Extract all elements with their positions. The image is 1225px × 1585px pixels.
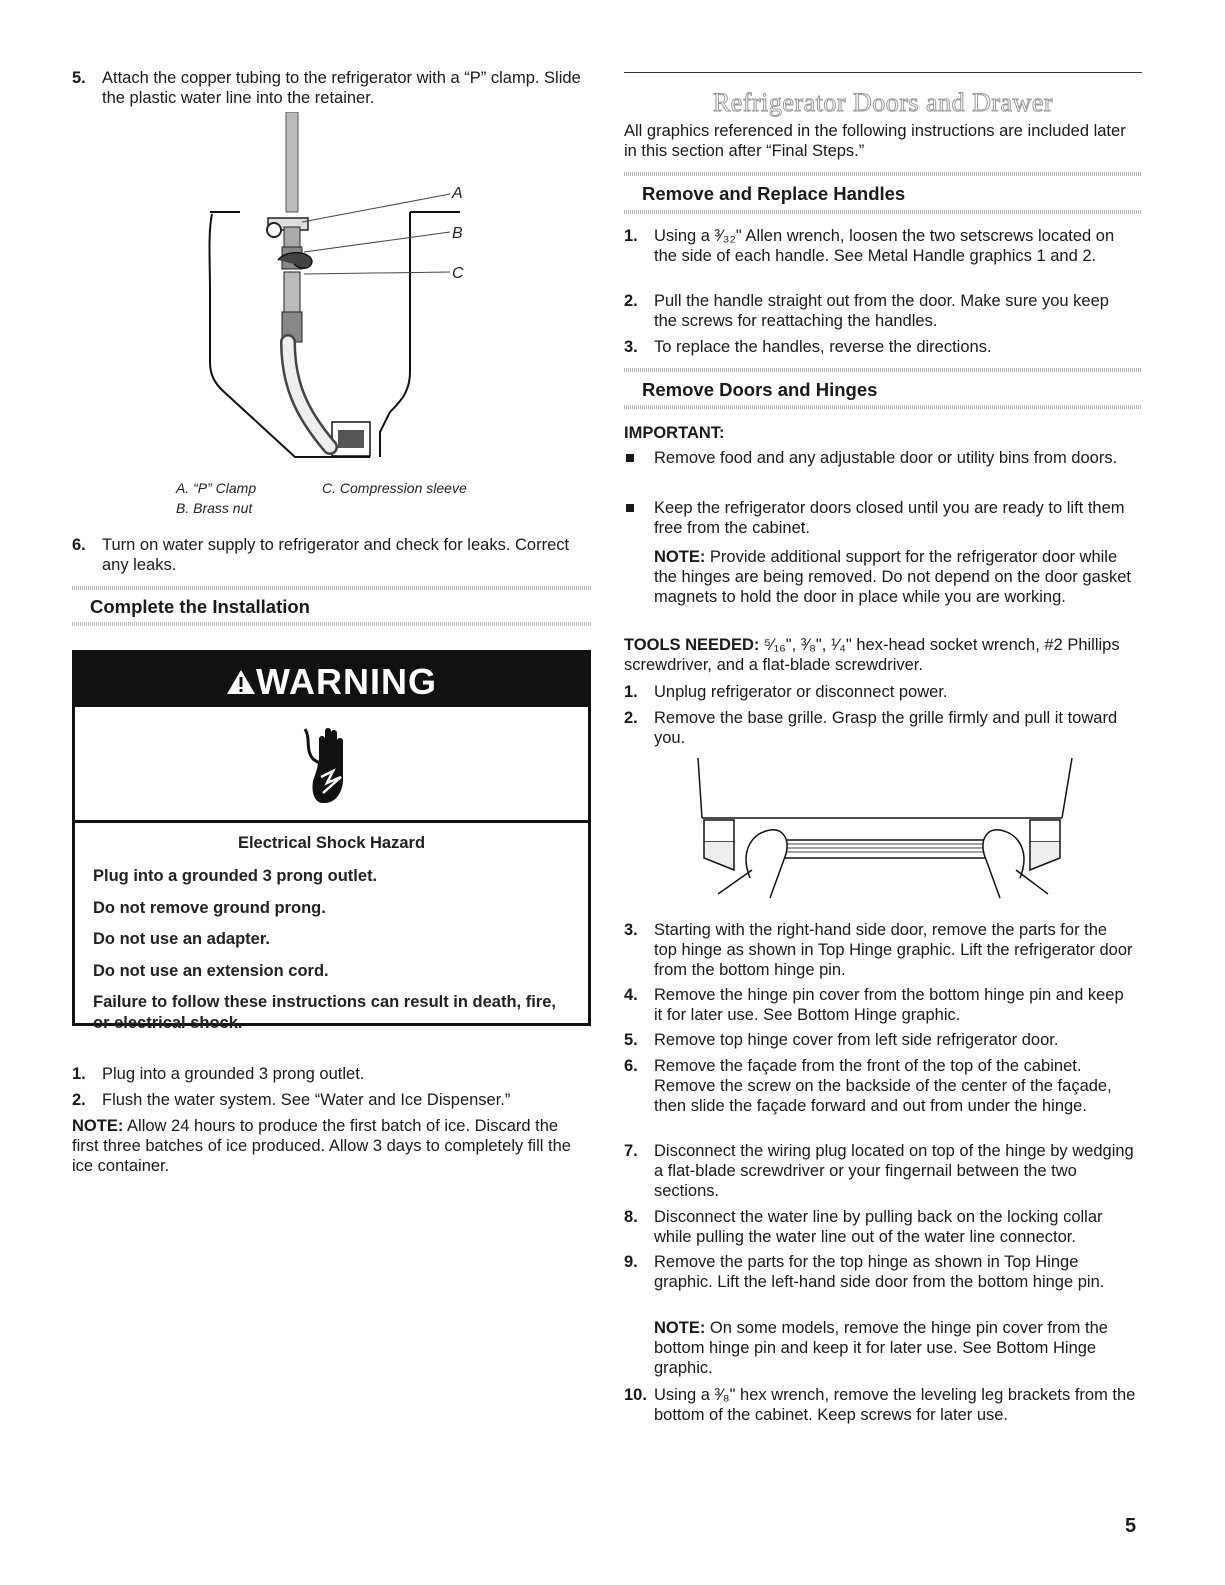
warning-line-2: Do not remove ground prong. [93, 899, 326, 917]
callout-c: C [452, 265, 464, 282]
install-step-2: 2. Flush the water system. See “Water and Ice Dispenser.” [72, 1091, 511, 1109]
handles-step-1: 1. Using a ³⁄₃₂" Allen wrench, loosen the two setscrews located on the side of each handle. See Metal Handle graphics 1 and 2. [624, 227, 1115, 265]
base-grille-illustration [690, 758, 1080, 906]
warning-line-1: Plug into a grounded 3 prong outlet. [93, 867, 378, 885]
doors-step-6: 6. Remove the façade from the front of the top of the cabinet. Remove the screw on the backside of the center of the façade, then slide the façade forward and out from under the hinge. [624, 1057, 1112, 1115]
doors-step-2: 2. Remove the base grille. Grasp the grille firmly and pull it toward you. [624, 709, 1118, 747]
doors-step-10: 10. Using a ³⁄₈" hex wrench, remove the leveling leg brackets from the bottom of the cabinet. Keep screws for later use. [624, 1386, 1136, 1424]
warning-line-5: Failure to follow these instructions can result in death, fire, or electrical shock. [93, 993, 556, 1032]
doors-step-1: 1. Unplug refrigerator or disconnect power. [624, 683, 948, 701]
complete-installation-heading: Complete the Installation [90, 596, 310, 617]
callout-b: B [452, 225, 463, 242]
divider [624, 210, 1142, 214]
bullet-1: Remove food and any adjustable door or utility bins from doors. [654, 449, 1118, 467]
warning-line-3: Do not use an adapter. [93, 930, 270, 948]
caption-p-clamp: A. “P” Clamp [176, 480, 257, 496]
ice-note: NOTE: Allow 24 hours to produce the first batch of ice. Discard the first three batches of ice produced. Allow 3 days to completely fill the ice container. [72, 1117, 571, 1175]
divider [624, 368, 1142, 372]
doors-step-7: 7. Disconnect the wiring plug located on top of the hinge by wedging a flat-blade screwdriver or your fingernail between the two sections. [624, 1142, 1134, 1200]
divider [624, 172, 1142, 176]
warning-header [75, 653, 588, 707]
doors-step-8: 8. Disconnect the water line by pulling back on the locking collar while pulling the water line out of the water line connector. [624, 1208, 1103, 1246]
caption-brass-nut: B. Brass nut [176, 500, 253, 516]
page-number: 5 [1125, 1515, 1137, 1537]
warning-title: WARNING [256, 661, 437, 702]
install-step-1: 1. Plug into a grounded 3 prong outlet. [72, 1065, 365, 1083]
callout-a: A [452, 185, 463, 202]
divider [72, 586, 592, 590]
doors-step-9: 9. Remove the parts for the top hinge as shown in Top Hinge graphic. Lift the left-hand side door from the bottom hinge pin. [624, 1253, 1105, 1291]
section-rule [624, 72, 1142, 73]
step-9-note: NOTE: On some models, remove the hinge pin cover from the bottom hinge pin and keep it for later use. See Bottom Hinge graphic. [654, 1319, 1108, 1377]
doors-heading: Remove Doors and Hinges [642, 379, 878, 400]
caption-compression-sleeve: C. Compression sleeve [322, 480, 467, 496]
divider [624, 405, 1142, 409]
electric-shock-hand-icon [301, 719, 363, 815]
section-title: Refrigerator Doors and Drawer [712, 88, 1054, 117]
warning-triangle-icon [226, 668, 256, 696]
handles-heading: Remove and Replace Handles [642, 183, 906, 204]
handles-step-2: 2. Pull the handle straight out from the door. Make sure you keep the screws for reattaching the handles. [624, 292, 1109, 330]
step-5: 5. Attach the copper tubing to the refrigerator with a “P” clamp. Slide the plastic water line into the retainer. [72, 69, 581, 107]
warning-box [72, 650, 591, 1032]
handles-step-3: 3. To replace the handles, reverse the directions. [624, 338, 992, 356]
p-clamp-illustration [200, 112, 490, 462]
bullet-2: Keep the refrigerator doors closed until you are ready to lift them free from the cabinet. [654, 499, 1125, 537]
doors-step-5: 5. Remove top hinge cover from left side refrigerator door. [624, 1031, 1059, 1049]
intro-text: All graphics referenced in the following instructions are included later in this section after “Final Steps.” [624, 122, 1126, 160]
bullet-note: NOTE: Provide additional support for the refrigerator door while the hinges are being removed. Do not depend on the door gasket magnets to hold the door in place while you are working. [654, 548, 1132, 606]
doors-step-4: 4. Remove the hinge pin cover from the bottom hinge pin and keep it for later use. See Bottom Hinge graphic. [624, 986, 1124, 1024]
bullet-marker [626, 504, 634, 512]
step-6: 6. Turn on water supply to refrigerator and check for leaks. Correct any leaks. [72, 536, 570, 574]
bullet-marker [626, 454, 634, 462]
doors-step-3: 3. Starting with the right-hand side door, remove the parts for the top hinge as shown in Top Hinge graphic. Lift the refrigerator door from the bottom hinge pin. [624, 921, 1133, 979]
warning-line-4: Do not use an extension cord. [93, 962, 329, 980]
important-label: IMPORTANT: [624, 424, 725, 442]
warning-divider [75, 820, 588, 823]
tools-needed: TOOLS NEEDED: ⁵⁄₁₆", ³⁄₈", ¹⁄₄" hex-head socket wrench, #2 Phillips screwdriver, and a flat-blade screwdriver. [624, 636, 1120, 674]
divider [72, 622, 592, 626]
hazard-title: Electrical Shock Hazard [237, 834, 426, 852]
